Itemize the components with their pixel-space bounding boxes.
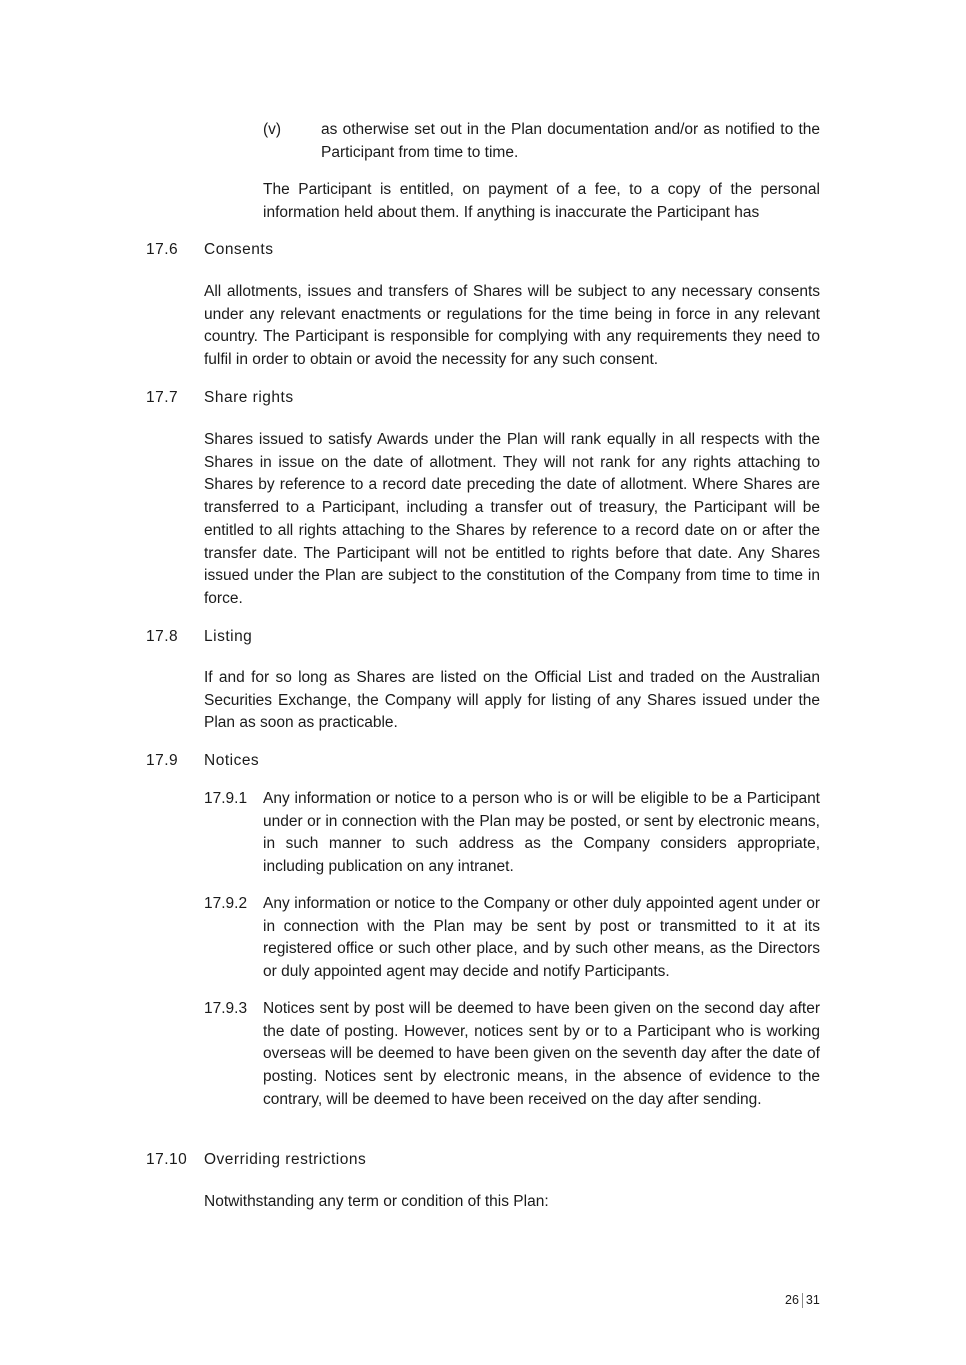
subclause-number: 17.9.3	[204, 1000, 248, 1017]
page-separator	[802, 1293, 803, 1308]
subclause-text: Notices sent by post will be deemed to have been given on the second day after the date of posting. However, notices sent by or to a Participant who is working overseas will be deemed to have been given on the seventh day after the date of posting. Notices sent by electronic means, in the absence of evidence to the contrary, will be deemed to have been received on the day after sending.	[263, 1000, 820, 1108]
section-number: 17.9	[146, 752, 179, 769]
subclause-text: Any information or notice to the Company or other duly appointed agent under or in connection with the Plan may be sent by post or transmitted to it at its registered office or such other place, and by such other means, as the Directors or duly appointed agent may decide and notify Participants.	[263, 895, 820, 981]
section-heading: Overriding restrictions	[204, 1151, 367, 1168]
list-item-text: as otherwise set out in the Plan documentation and/or as notified to the Participant from time to time.	[321, 121, 820, 161]
paragraph: If and for so long as Shares are listed on the Official List and traded on the Australian Securities Exchange, the Company will apply for listing of any Shares issued under the Plan as soon as practicable.	[204, 669, 820, 732]
section-heading: Consents	[204, 241, 274, 258]
section-number: 17.10	[146, 1151, 188, 1168]
paragraph: Shares issued to satisfy Awards under the Plan will rank equally in all respects with the Shares in issue on the date of allotment. They will not rank for any rights attaching to Shares by reference to a record date preceding the date of allotment. Where Shares are transferred to a Participant, including a transfer out of treasury, the Participant will be entitled to all rights attaching to the Shares by reference to a record date on or after the transfer date. The Participant will not be entitled to rights before that date. Any Shares issued under the Plan are subject to the constitution of the Company from time to time in force.	[204, 431, 820, 607]
section-number: 17.7	[146, 389, 179, 406]
current-page: 26	[785, 1293, 799, 1307]
total-pages: 31	[805, 1293, 820, 1307]
paragraph: The Participant is entitled, on payment of a fee, to a copy of the personal information held about them. If anything is inaccurate the Participant has	[263, 181, 820, 221]
section-heading: Listing	[204, 628, 253, 645]
section-number: 17.6	[146, 241, 179, 258]
list-item-label: (v)	[263, 121, 282, 138]
section-heading: Notices	[204, 752, 260, 769]
paragraph: All allotments, issues and transfers of Shares will be subject to any necessary consents under any relevant enactments or regulations for the time being in force in any relevant country. The Participant is responsible for complying with any requirements they need to fulfil in order to obtain or avoid the necessity for any such consent.	[204, 283, 820, 369]
paragraph: Notwithstanding any term or condition of this Plan:	[204, 1193, 549, 1210]
section-heading: Share rights	[204, 389, 294, 406]
page-number	[785, 1292, 820, 1308]
subclause-text: Any information or notice to a person who is or will be eligible to be a Participant under or in connection with the Plan may be posted, or sent by electronic means, in such manner to such address as the Company considers appropriate, including publication on any intranet.	[263, 790, 820, 876]
subclause-number: 17.9.1	[204, 790, 248, 807]
subclause-number: 17.9.2	[204, 895, 248, 912]
section-number: 17.8	[146, 628, 179, 645]
